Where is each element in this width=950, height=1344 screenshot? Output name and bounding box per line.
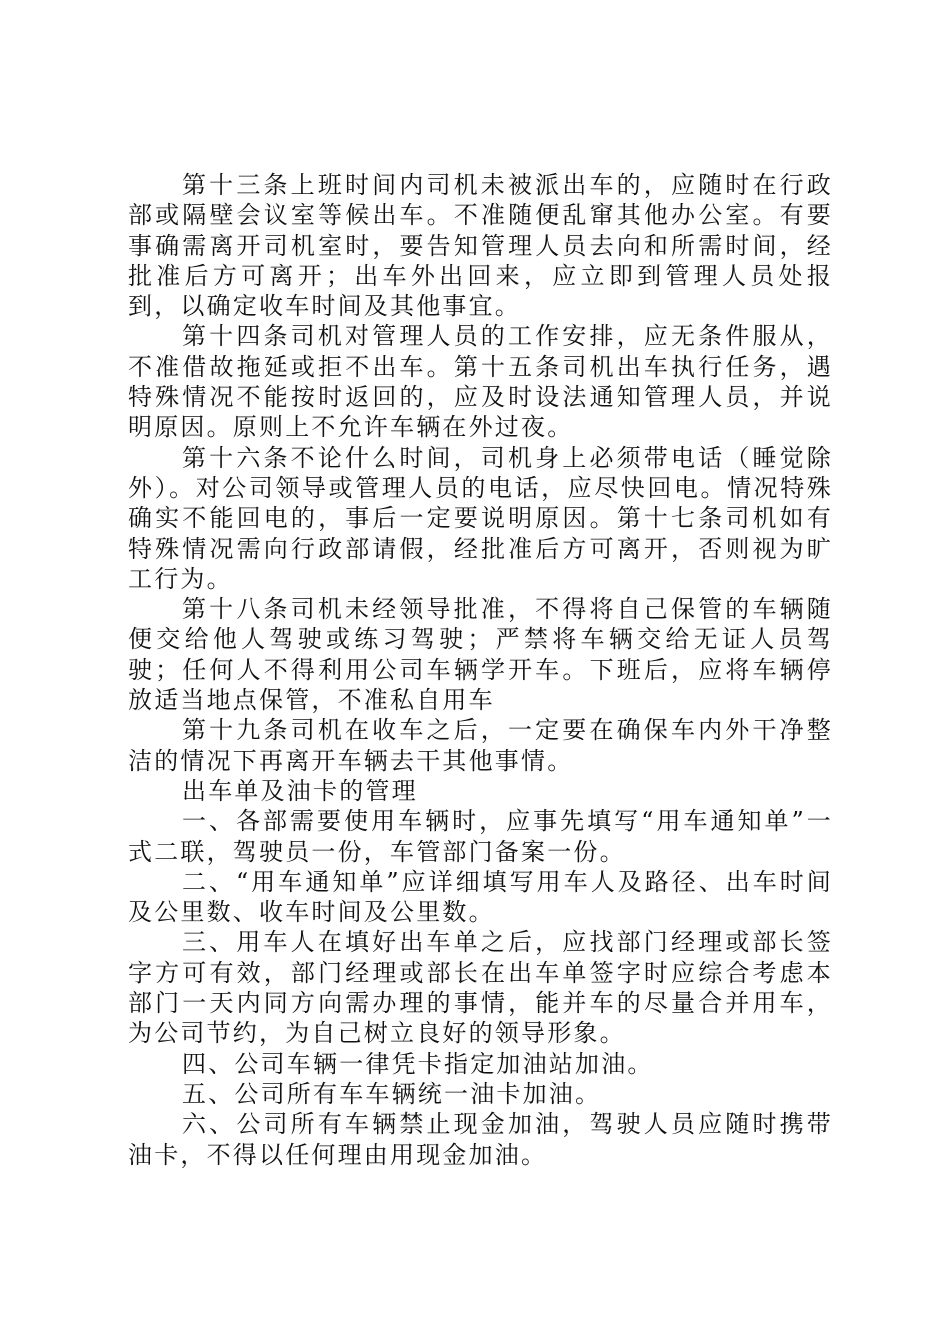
paragraph-article-19: 第十九条司机在收车之后，一定要在确保车内外干净整洁的情况下再离开车辆去干其他事情。 bbox=[128, 716, 833, 775]
document-body bbox=[128, 170, 833, 1170]
paragraph-item-2: 二、“用车通知单”应详细填写用车人及路径、出车时间及公里数、收车时间及公里数。 bbox=[128, 867, 833, 927]
section-heading-dispatch-and-fuel-card: 出车单及油卡的管理 bbox=[182, 776, 418, 805]
paragraph-item-1: 一、各部需要使用车辆时，应事先填写“用车通知单”一式二联，驾驶员一份，车管部门备案一份。 bbox=[128, 807, 833, 866]
paragraph-item-5: 五、公司所有车车辆统一油卡加油。 bbox=[182, 1079, 602, 1108]
paragraph-item-6: 六、公司所有车辆禁止现金加油，驾驶人员应随时携带油卡，不得以任何理由用现金加油。 bbox=[128, 1110, 833, 1169]
paragraph-article-13: 第十三条上班时间内司机未被派出车的，应随时在行政部或隔壁会议室等候出车。不准随便乱窜其他办公室。有要事确需离开司机室时，要告知管理人员去向和所需时间，经批准后方可离开；出车外出回来，应立即到管理人员处报到，以确定收车时间及其他事宜。 bbox=[128, 171, 833, 321]
paragraph-item-3: 三、用车人在填好出车单之后，应找部门经理或部长签字方可有效，部门经理或部长在出车单签字时应综合考虑本部门一天内同方向需办理的事情，能并车的尽量合并用车，为公司节约，为自己树立良好的领导形象。 bbox=[128, 928, 833, 1048]
paragraph-item-4: 四、公司车辆一律凭卡指定加油站加油。 bbox=[182, 1049, 654, 1078]
paragraph-article-14-15: 第十四条司机对管理人员的工作安排，应无条件服从，不准借故拖延或拒不出车。第十五条司机出车执行任务，遇特殊情况不能按时返回的，应及时设法通知管理人员，并说明原因。原则上不允许车辆在外过夜。 bbox=[128, 322, 833, 442]
paragraph-article-16-17: 第十六条不论什么时间，司机身上必须带电话（睡觉除外）。对公司领导或管理人员的电话，应尽快回电。情况特殊确实不能回电的，事后一定要说明原因。第十七条司机如有特殊情况需向行政部请假，经批准后方可离开，否则视为旷工行为。 bbox=[128, 443, 833, 593]
paragraph-article-18: 第十八条司机未经领导批准，不得将自己保管的车辆随便交给他人驾驶或练习驾驶；严禁将车辆交给无证人员驾驶；任何人不得利用公司车辆学开车。下班后，应将车辆停放适当地点保管，不准私自用车 bbox=[128, 595, 833, 715]
